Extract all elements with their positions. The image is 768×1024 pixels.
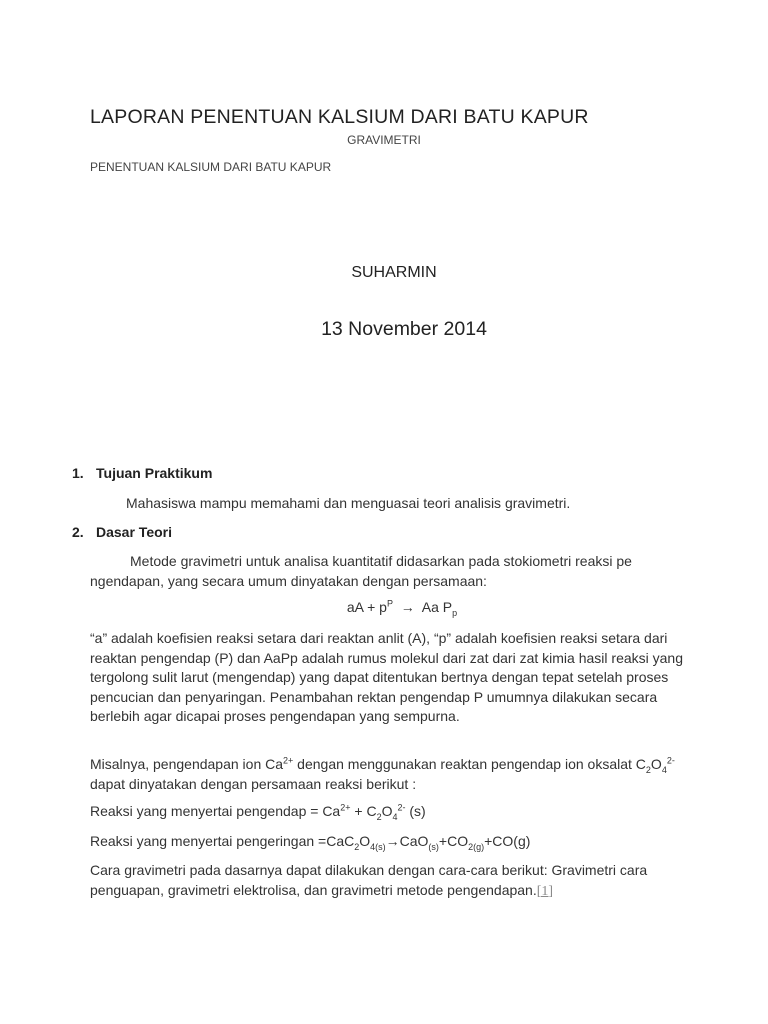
oxalate-charge: 2- [666, 755, 675, 766]
document-date: 13 November 2014 [321, 318, 487, 340]
document-title: LAPORAN PENENTUAN KALSIUM DARI BATU KAPUR [90, 106, 589, 128]
example-text: dapat dinyatakan dengan persamaan reaksi berikut : [90, 775, 417, 792]
subscript: (s) [428, 841, 439, 852]
reaction-text: O [381, 803, 393, 819]
reaction-arrow: → [385, 833, 400, 849]
subscript: 4(s) [370, 841, 386, 852]
section-heading-tujuan [72, 465, 212, 481]
reaction-precipitation [90, 802, 426, 822]
author-name: SUHARMIN [351, 264, 437, 281]
reaction-text: Reaksi yang menyertai pengendap = Ca [90, 803, 341, 819]
methods-paragraph [90, 861, 690, 901]
method-line-2: ngendapan, yang secara umum dinyatakan dengan persamaan: [90, 572, 487, 589]
example-text: Misalnya, pengendapan ion Ca [90, 756, 284, 772]
reaction-text: + C [350, 803, 377, 819]
reaction-text: (s) [405, 803, 426, 819]
method-paragraph [90, 552, 680, 591]
reaction-text: O [359, 833, 371, 849]
section-title: Dasar Teori [96, 524, 172, 540]
oxalate-charge: 2- [397, 802, 406, 813]
equation-rhs-sub: p [452, 607, 458, 618]
example-text: dengan menggunakan reaktan pengendap ion oksalat C [293, 756, 646, 772]
reaction-drying [90, 832, 530, 852]
subscript: 4 [392, 811, 398, 822]
equation-lhs: aA + p [346, 599, 387, 615]
reaction-text: +CO [438, 833, 469, 849]
reaction-text: CaO [399, 833, 429, 849]
example-text: O [650, 756, 662, 772]
ca-charge: 2+ [283, 755, 294, 766]
reaction-text: +CO(g) [484, 833, 531, 849]
subscript: 2 [645, 764, 651, 775]
subscript: 2 [354, 841, 360, 852]
equation-lhs-sup: P [386, 598, 393, 609]
document-subheading: PENENTUAN KALSIUM DARI BATU KAPUR [90, 160, 332, 174]
general-equation [0, 598, 768, 618]
example-paragraph [90, 755, 690, 794]
section-heading-dasar-teori [72, 524, 172, 540]
footnote-link[interactable]: [1] [536, 883, 554, 899]
subscript: 2(g) [468, 841, 485, 852]
section-number: 2. [72, 524, 84, 540]
subscript: 4 [661, 764, 667, 775]
equation-arrow: → [400, 599, 415, 615]
ca-charge: 2+ [340, 802, 351, 813]
method-line-1: Metode gravimetri untuk analisa kuantitatif didasarkan pada stokiometri reaksi pe [130, 553, 632, 569]
aim-paragraph: Mahasiswa mampu memahami dan menguasai teori analisis gravimetri. [126, 495, 571, 511]
section-number: 1. [72, 465, 84, 481]
reaction-text: Reaksi yang menyertai pengeringan =CaC [90, 833, 355, 849]
document-subtitle: GRAVIMETRI [347, 133, 421, 147]
methods-text: Cara gravimetri pada dasarnya dapat dilakukan dengan cara-cara berikut: Gravimetri cara penguapan, gravimetri elektrolisa, dan gravimetri metode pengendapan. [90, 862, 648, 898]
section-title: Tujuan Praktikum [96, 465, 213, 481]
subscript: 2 [376, 811, 382, 822]
definition-paragraph: “a” adalah koefisien reaksi setara dari reaktan anlit (A), “p” adalah koefisien reaksi setara dari reaktan pengendap (P) dan AaPp adalah rumus molekul dari zat dari zat kimia hasil reaksi yang tergolong sulit larut (mengendap) yang dapat ditentukan bertnya dengan tepat setelah proses pencucian dan penyaringan. Penambahan rektan pengendap P umumnya dilakukan secara berlebih agar dicapai proses pengendapan yang sempurna. [90, 630, 683, 724]
equation-rhs: Aa P [421, 599, 453, 615]
